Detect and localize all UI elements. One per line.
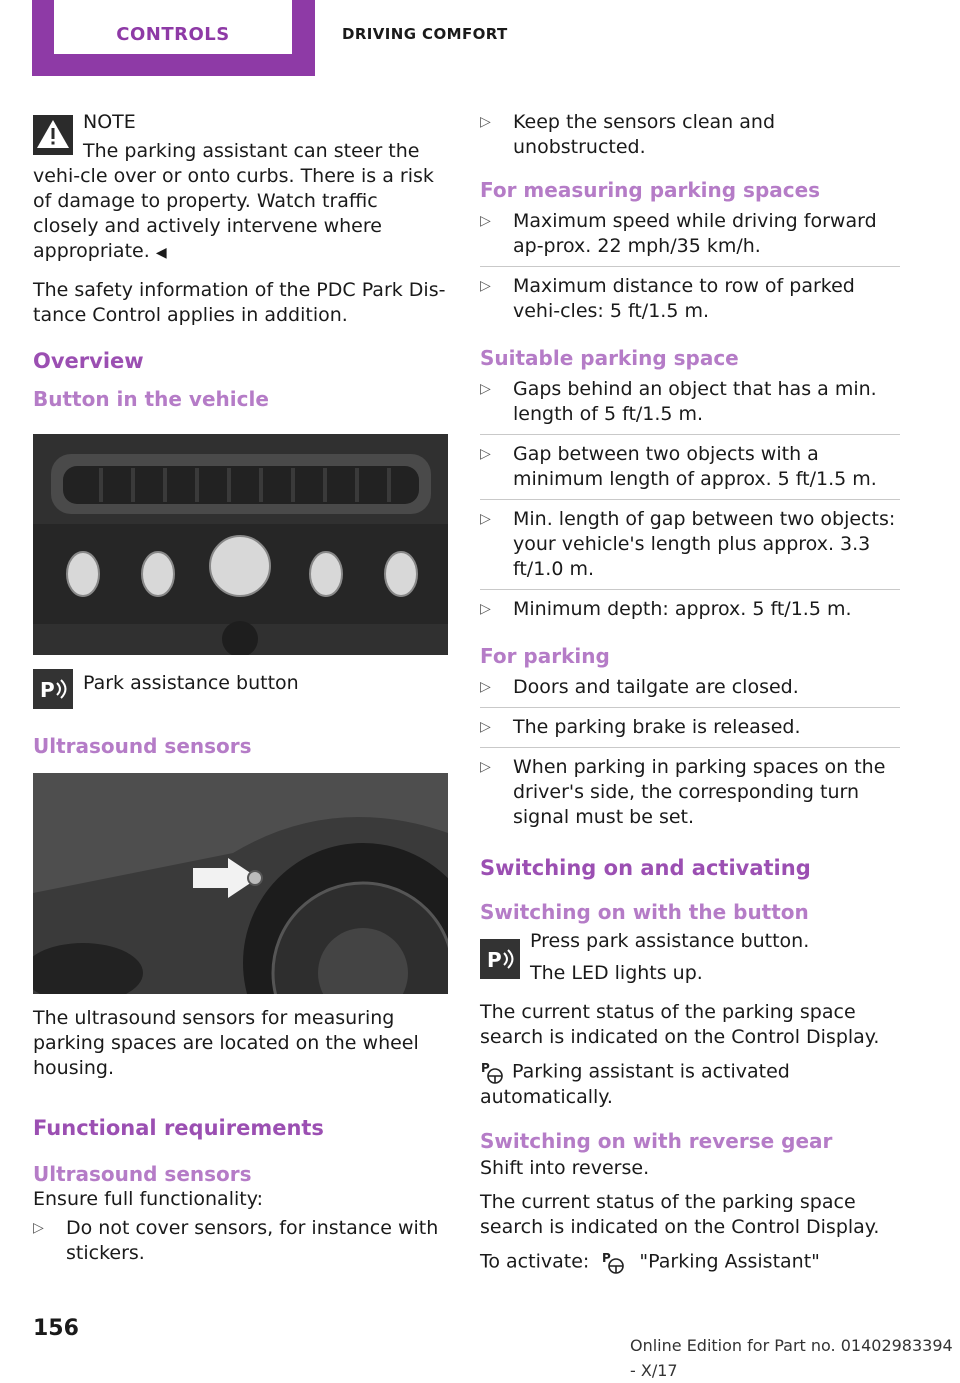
bullet-icon: ▷	[480, 114, 491, 130]
parking-assistant-symbol-icon	[480, 1059, 506, 1085]
activate-value: "Parking Assistant"	[639, 1250, 820, 1273]
measuring-list	[480, 209, 900, 331]
heading-measuring: For measuring parking spaces	[480, 178, 821, 202]
note-text: The parking assistant can steer the vehi‐cle over or onto curbs. There is a risk of damage to property. Watch traffic closely and actively intervene where appropriate.	[33, 140, 434, 262]
tab-driving-comfort[interactable]: DRIVING COMFORT	[342, 25, 508, 43]
bullet-icon: ▷	[480, 759, 491, 775]
ultrasound-text: The ultrasound sensors for measuring parking spaces are located on the wheel housing.	[33, 1007, 419, 1079]
status-text-2: The current status of the parking space search is indicated on the Control Display.	[480, 1191, 880, 1238]
list-item: ▷ When parking in parking spaces on the driver's side, the corresponding turn signal must be set.	[480, 756, 886, 828]
park-assist-button-icon	[480, 939, 520, 979]
auto-text: Parking assistant is activated automatically.	[480, 1060, 790, 1108]
list-item: ▷ Keep the sensors clean and unobstructed.	[480, 111, 776, 158]
press-text: Press park assistance button.	[530, 930, 810, 952]
list-item: ▷ Minimum depth: approx. 5 ft/1.5 m.	[480, 598, 852, 620]
button-caption-row	[33, 667, 449, 711]
pdc-text: The safety information of the PDC Park Dis‐tance Control applies in addition.	[33, 279, 446, 326]
activate-row	[480, 1249, 900, 1275]
button-panel-photo	[33, 434, 448, 655]
warning-note	[33, 110, 449, 266]
parking-assistant-symbol-icon	[601, 1249, 627, 1275]
bullet-icon: ▷	[480, 381, 491, 397]
tab-controls-label: CONTROLS	[54, 0, 292, 54]
list-item: ▷ Gap between two objects with a minimum length of approx. 5 ft/1.5 m.	[480, 442, 900, 500]
note-title: NOTE	[83, 111, 136, 133]
heading-ultrasound-sensors: Ultrasound sensors	[33, 734, 252, 758]
sensor-list-cont	[480, 110, 900, 167]
left-column	[33, 110, 449, 1280]
wheel-housing-photo	[33, 773, 448, 994]
heading-switching-on: Switching on and activating	[480, 856, 811, 880]
svg-text:P: P	[602, 1251, 612, 1265]
park-assist-button-icon	[33, 669, 73, 709]
parking-list	[480, 675, 900, 837]
footer-edition: Online Edition for Part no. 01402983394 - X/17	[630, 1336, 953, 1380]
list-item: ▷ Maximum distance to row of parked vehi‐cles: 5 ft/1.5 m.	[480, 275, 855, 322]
shift-text: Shift into reverse.	[480, 1157, 650, 1179]
heading-switching-button: Switching on with the button	[480, 900, 809, 924]
bullet-icon: ▷	[480, 511, 491, 527]
list-item: ▷ Gaps behind an object that has a min. length of 5 ft/1.5 m.	[480, 377, 900, 435]
svg-text:P: P	[487, 948, 502, 972]
tab-controls[interactable]	[32, 0, 315, 76]
heading-overview: Overview	[33, 349, 144, 373]
list-item: ▷ Do not cover sensors, for instance with stickers.	[33, 1217, 439, 1264]
heading-ultrasound-sensors-2: Ultrasound sensors	[33, 1162, 252, 1186]
activate-label: To activate:	[480, 1250, 590, 1273]
bullet-icon: ▷	[33, 1220, 44, 1236]
sensor-list	[33, 1216, 449, 1273]
bullet-icon: ▷	[480, 679, 491, 695]
page-number: 156	[33, 1316, 79, 1341]
list-item: ▷ The parking brake is released.	[480, 715, 900, 748]
bullet-icon: ▷	[480, 213, 491, 229]
heading-button-vehicle: Button in the vehicle	[33, 387, 269, 411]
heading-suitable: Suitable parking space	[480, 346, 739, 370]
heading-reverse-gear: Switching on with reverse gear	[480, 1129, 833, 1153]
right-column	[480, 110, 900, 1284]
bullet-icon: ▷	[480, 601, 491, 617]
status-text: The current status of the parking space search is indicated on the Control Display.	[480, 1001, 880, 1048]
list-item: ▷ Maximum speed while driving forward ap‐prox. 22 mph/35 km/h.	[480, 209, 900, 267]
press-button-row	[480, 929, 900, 986]
heading-for-parking: For parking	[480, 644, 610, 668]
suitable-list	[480, 377, 900, 629]
list-item: ▷ Doors and tailgate are closed.	[480, 675, 900, 708]
svg-text:P: P	[40, 678, 55, 702]
button-caption: Park assistance button	[83, 672, 299, 694]
list-item: ▷ Min. length of gap between two objects: your vehicle's length plus approx. 3.3 ft/1.0 m.	[480, 507, 900, 590]
heading-functional-requirements: Functional requirements	[33, 1116, 324, 1140]
svg-text:P: P	[481, 1061, 490, 1075]
warning-icon	[33, 115, 73, 155]
bullet-icon: ▷	[480, 719, 491, 735]
auto-activation-row	[480, 1059, 900, 1110]
bullet-icon: ▷	[480, 278, 491, 294]
bullet-icon: ▷	[480, 446, 491, 462]
led-text: The LED lights up.	[530, 962, 703, 984]
ensure-text: Ensure full functionality:	[33, 1188, 263, 1210]
end-mark-icon: ◀	[155, 245, 167, 261]
